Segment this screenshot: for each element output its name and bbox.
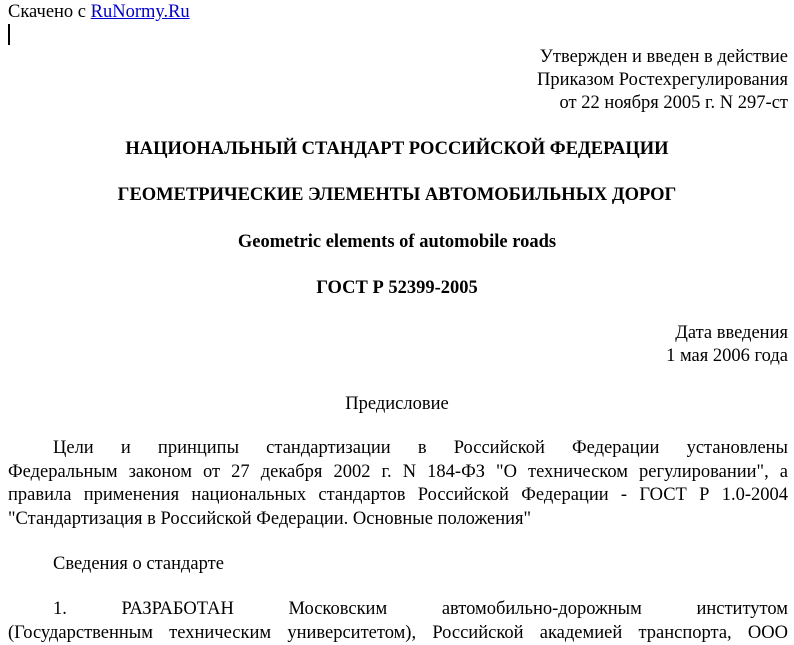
effective-date-block [666, 322, 788, 368]
effective-date-label: Дата введения [666, 322, 788, 345]
effective-date-value: 1 мая 2006 года [666, 345, 788, 368]
download-source-prefix: Скачено с [8, 2, 91, 22]
standard-code: ГОСТ Р 52399-2005 [0, 276, 794, 300]
developer-paragraph [8, 598, 788, 645]
preface-heading: Предисловие [0, 392, 794, 416]
developer-line-1: 1. РАЗРАБОТАН Московским автомобильно-дорожным институтом [8, 598, 788, 622]
preface-line-3: правила применения национальных стандартов Российской Федерации - ГОСТ Р 1.0-2004 [8, 484, 788, 508]
approval-line-3: от 22 ноября 2005 г. N 297-ст [537, 92, 788, 115]
about-standard-heading: Сведения о стандарте [53, 552, 224, 576]
preface-line-1: Цели и принципы стандартизации в Российской Федерации установлены [8, 437, 788, 461]
preface-line-4: "Стандартизация в Российской Федерации. Основные положения" [8, 508, 788, 532]
developer-line-2: (Государственным техническим университетом), Российской академией транспорта, ООО [8, 622, 788, 645]
standard-title-ru: ГЕОМЕТРИЧЕСКИЕ ЭЛЕМЕНТЫ АВТОМОБИЛЬНЫХ ДОРОГ [0, 183, 794, 207]
standard-type-heading: НАЦИОНАЛЬНЫЙ СТАНДАРТ РОССИЙСКОЙ ФЕДЕРАЦИИ [0, 137, 794, 161]
runormy-link[interactable]: RuNormy.Ru [91, 2, 190, 22]
text-cursor [8, 24, 10, 45]
approval-line-1: Утвержден и введен в действие [537, 46, 788, 69]
preface-paragraph [8, 437, 788, 531]
approval-line-2: Приказом Ростехрегулирования [537, 69, 788, 92]
standard-title-en: Geometric elements of automobile roads [0, 230, 794, 254]
download-source-line [8, 1, 190, 23]
preface-line-2: Федеральным законом от 27 декабря 2002 г. N 184-ФЗ "О техническом регулировании", а [8, 461, 788, 485]
approval-block [537, 46, 788, 115]
